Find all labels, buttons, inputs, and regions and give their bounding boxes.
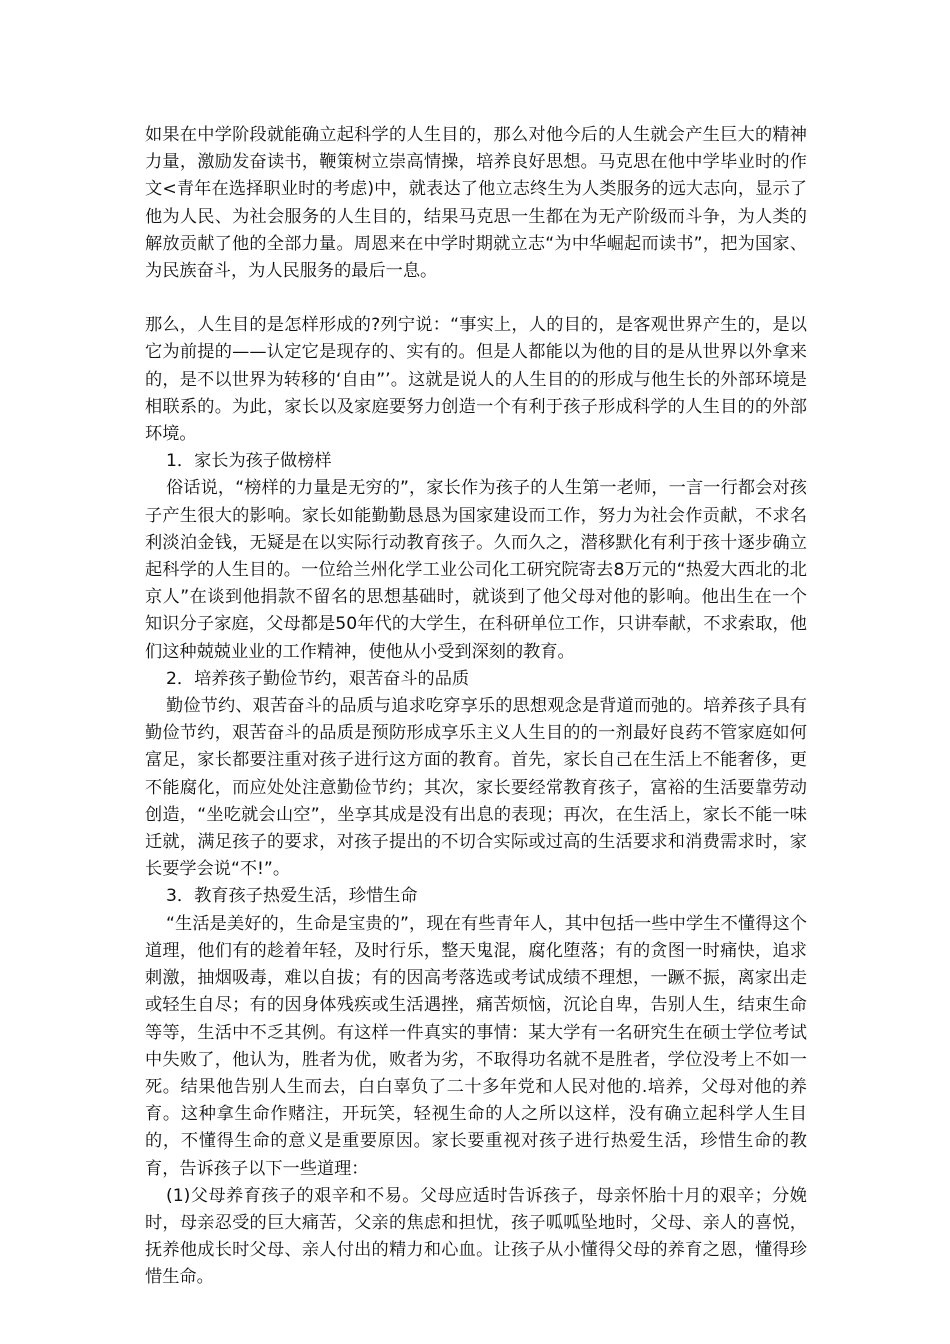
section-heading-3: 3．教育孩子热爱生活，珍惜生命 [166, 886, 418, 907]
paragraph-thrift: 勤俭节约、艰苦奋斗的品质与追求吃穿享乐的思想观念是背道而弛的。培养孩子具有勤俭节约，艰苦奋斗的品质是预防形成享乐主义人生目的的一剂最好良药不管家庭如何富足，家长都要注重对孩子进行这方面的教育。首先，家长自己在生活上不能奢侈，更不能腐化，而应处处注意勤俭节约；其次，家长要经常教育孩子，富裕的生活要靠劳动创造，“坐吃就会山空”，坐享其成是没有出息的表现；再次，在生活上，家长不能一味迁就，满足孩子的要求，对孩子提出的不切合实际或过高的生活要求和消费需求时，家长要学会说“不!”。 [145, 696, 807, 880]
paragraph-intro: 如果在中学阶段就能确立起科学的人生目的，那么对他今后的人生就会产生巨大的精神力量，激励发奋读书，鞭策树立崇高情操，培养良好思想。马克思在他中学毕业时的作文<青年在选择职业时的考虑)中，就表达了他立志终生为人类服务的远大志向，显示了他为人民、为社会服务的人生目的，结果马克思一生都在为无产阶级而斗争，为人类的解放贡献了他的全部力量。周恩来在中学时期就立志“为中华崛起而读书”，把为国家、为民族奋斗，为人民服务的最后一息。 [145, 125, 807, 282]
paragraph-parents-hardship: (1)父母养育孩子的艰辛和不易。父母应适时告诉孩子，母亲怀胎十月的艰辛；分娩时，母亲忍受的巨大痛苦，父亲的焦虑和担忧，孩子呱呱坠地时，父母、亲人的喜悦，抚养他成长时父母、亲人付出的精力和心血。让孩子从小懂得父母的养育之恩，懂得珍惜生命。 [145, 1185, 807, 1288]
paragraph-lenin-quote: 那么，人生目的是怎样形成的?列宁说：“事实上，人的目的，是客观世界产生的，是以它为前提的——认定它是现存的、实有的。但是人都能以为他的目的是从世界以外拿来的，是不以世界为转移的‘自由”’。这就是说人的人生目的的形成与他生长的外部环境是相联系的。为此，家长以及家庭要努力创造一个有利于孩子形成科学的人生目的的外部环境。 [145, 315, 807, 445]
section-heading-2: 2．培养孩子勤俭节约，艰苦奋斗的品质 [166, 668, 470, 689]
section-heading-1: 1．家长为孩子做榜样 [166, 451, 332, 472]
paragraph-role-model: 俗话说，“榜样的力量是无穷的”，家长作为孩子的人生第一老师，一言一行都会对孩子产生很大的影响。家长如能勤勤恳恳为国家建设而工作，努力为社会作贡献，不求名利淡泊金钱，无疑是在以实际行动教育孩子。久而久之，潜移默化有利于孩十逐步确立起科学的人生目的。一位给兰州化学工业公司化工研究院寄去8万元的“热爱大西北的北京人”在谈到他捐款不留名的思想基础时，就谈到了他父母对他的影响。他出生在一个知识分子家庭，父母都是50年代的大学生，在科研单位工作，只讲奉献，不求索取，他们这种兢兢业业的工作精神，使他从小受到深刻的教育。 [145, 478, 807, 662]
paragraph-spacer [145, 285, 807, 312]
paragraph-cherish-life: “生活是美好的，生命是宝贵的”，现在有些青年人，其中包括一些中学生不懂得这个道理，他们有的趁着年轻，及时行乐，整天鬼混，腐化堕落；有的贪图一时痛快，追求刺激，抽烟吸毒，难以自拔；有的因高考落选或考试成绩不理想，一蹶不振，离家出走或轻生自尽；有的因身体残疾或生活遇挫，痛苦烦恼，沉论自卑，告别人生，结束生命等等，生活中不乏其例。有这样一件真实的事情：某大学有一名研究生在硕士学位考试中失败了，他认为，胜者为优，败者为劣，不取得功名就不是胜者，学位没考上不如一死。结果他告别人生而去，白白辜负了二十多年党和人民对他的.培养，父母对他的养育。这种拿生命作赌注，开玩笑，轻视生命的人之所以这样，没有确立起科学人生目的，不懂得生命的意义是重要原因。家长要重视对孩子进行热爱生活，珍惜生命的教育，告诉孩子以下一些道理： [145, 913, 807, 1179]
document-body [145, 122, 807, 1292]
